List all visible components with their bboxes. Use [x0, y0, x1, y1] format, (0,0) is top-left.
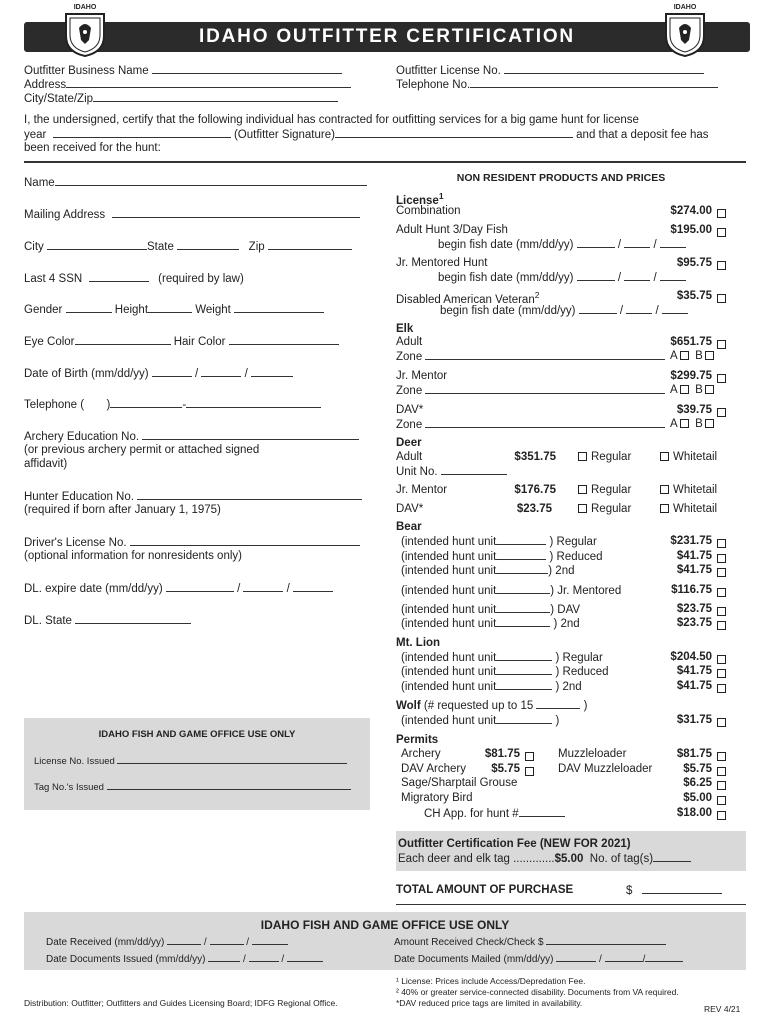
bear-jr-price: $116.75 — [671, 584, 712, 596]
elk-zone-options[interactable]: A B — [670, 350, 714, 362]
bear-dav-2nd-price: $23.75 — [676, 617, 712, 629]
permit-migratory-checkbox[interactable] — [717, 796, 726, 805]
elk-zone-field[interactable]: Zone — [396, 418, 665, 431]
products-title: NON RESIDENT PRODUCTS AND PRICES — [456, 172, 666, 184]
adult-fish-label: Adult Hunt 3/Day Fish — [396, 224, 508, 236]
bear-jr-field[interactable]: (intended hunt unit ) Jr. Mentored — [401, 585, 622, 597]
permit-dav-archery-label: DAV Archery — [401, 763, 466, 775]
deer-regular-option[interactable]: Regular — [578, 503, 631, 515]
hunter-education-field[interactable]: Hunter Education No. — [24, 490, 362, 503]
dl-expire-field[interactable]: DL. expire date (mm/dd/yy) / / — [24, 582, 333, 595]
disabled-vet-price: $35.75 — [676, 290, 712, 302]
combination-checkbox[interactable] — [717, 209, 726, 218]
lion-reduced-price: $41.75 — [676, 665, 712, 677]
combination-price: $274.00 — [670, 205, 712, 217]
lion-2nd-price: $41.75 — [676, 680, 712, 692]
elk-adult-label: Adult — [396, 336, 423, 348]
bear-dav-checkbox[interactable] — [717, 607, 726, 616]
permit-archery-price: $81.75 — [484, 748, 520, 760]
bear-regular-price: $231.75 — [670, 535, 712, 547]
permit-muzzle-label: Muzzleloader — [558, 748, 627, 760]
footnote-2: ² 40% or greater service-connected disability. Documents from VA required. — [396, 987, 679, 997]
telephone-field[interactable]: Telephone ( ) - — [24, 398, 321, 411]
deer-adult-label: Adult — [396, 451, 423, 463]
disabled-vet-label: Disabled American Veteran$^2$ — [396, 290, 540, 306]
dob-field[interactable]: Date of Birth (mm/dd/yy) / / — [24, 367, 293, 380]
permit-archery-checkbox[interactable] — [525, 752, 534, 761]
lion-2nd-checkbox[interactable] — [717, 684, 726, 693]
deer-jr-label: Jr. Mentor — [396, 484, 448, 496]
deer-regular-option[interactable]: Regular — [578, 451, 631, 463]
deer-unit-field[interactable]: Unit No. — [396, 465, 507, 478]
adult-fish-checkbox[interactable] — [717, 228, 726, 237]
lion-regular-field[interactable]: (intended hunt unit ) Regular — [401, 652, 603, 664]
begin-fish-date-field[interactable]: begin fish date (mm/dd/yy) / / — [438, 238, 686, 251]
gender-height-weight-row[interactable]: Gender Height Weight — [24, 303, 324, 316]
elk-dav-label: DAV* — [396, 404, 424, 416]
begin-fish-date-field[interactable]: begin fish date (mm/dd/yy) / / — [440, 304, 688, 317]
permit-dav-archery-checkbox[interactable] — [525, 767, 534, 776]
distribution-note: Distribution: Outfitter; Outfitters and Guides Licensing Board; IDFG Regional Office. — [24, 998, 338, 1008]
elk-jr-label: Jr. Mentor — [396, 370, 448, 382]
elk-dav-price: $39.75 — [676, 404, 712, 416]
jr-mentored-label: Jr. Mentored Hunt — [396, 257, 488, 269]
date-issued-field[interactable]: Date Documents Issued (mm/dd/yy) / / — [46, 952, 323, 965]
city-state-zip-field[interactable]: City/State/Zip — [24, 92, 338, 105]
permit-sage-label: Sage/Sharptail Grouse — [401, 777, 518, 789]
bear-2nd-checkbox[interactable] — [717, 568, 726, 577]
total-label: TOTAL AMOUNT OF PURCHASE — [396, 884, 574, 896]
wolf-checkbox[interactable] — [717, 718, 726, 727]
bottom-office-title: IDAHO FISH AND GAME OFFICE USE ONLY — [260, 918, 510, 932]
dl-note: (optional information for nonresidents only) — [24, 550, 242, 562]
footnote-3: *DAV reduced price tags are limited in availability. — [396, 998, 583, 1008]
permit-dav-archery-price: $5.75 — [491, 763, 520, 775]
bear-jr-checkbox[interactable] — [717, 588, 726, 597]
permit-ch-price: $18.00 — [676, 807, 712, 819]
deer-jr-price: $176.75 — [514, 484, 556, 496]
begin-fish-date-field[interactable]: begin fish date (mm/dd/yy) / / — [438, 271, 686, 284]
permit-muzzle-checkbox[interactable] — [717, 752, 726, 761]
elk-zone-field[interactable]: Zone — [396, 384, 665, 397]
elk-adult-checkbox[interactable] — [717, 340, 726, 349]
bear-reduced-price: $41.75 — [676, 550, 712, 562]
elk-jr-checkbox[interactable] — [717, 374, 726, 383]
bear-reduced-field[interactable]: (intended hunt unit ) Reduced — [401, 551, 603, 563]
hunter-note: (required if born after January 1, 1975) — [24, 504, 221, 516]
adult-fish-price: $195.00 — [670, 224, 712, 236]
elk-heading: Elk — [396, 323, 414, 335]
fee-tag-count-field[interactable]: Each deer and elk tag .............$5.00 No. of tag(s) — [398, 852, 691, 865]
bear-regular-field[interactable]: (intended hunt unit ) Regular — [401, 536, 597, 548]
jr-mentored-checkbox[interactable] — [717, 261, 726, 270]
divider — [396, 904, 746, 905]
certification-line3: been received for the hunt: — [24, 142, 161, 154]
lion-reduced-field[interactable]: (intended hunt unit ) Reduced — [401, 666, 609, 678]
idaho-seal-icon — [662, 6, 708, 58]
form-title: IDAHO OUTFITTER CERTIFICATION — [24, 22, 750, 52]
lion-regular-checkbox[interactable] — [717, 655, 726, 664]
mailing-address-field[interactable]: Mailing Address — [24, 208, 360, 221]
elk-jr-price: $299.75 — [670, 370, 712, 382]
bear-regular-checkbox[interactable] — [717, 539, 726, 548]
tag-issued-field[interactable]: Tag No.'s Issued — [34, 780, 351, 793]
deer-dav-label: DAV* — [396, 503, 424, 515]
permit-ch-checkbox[interactable] — [717, 811, 726, 820]
permit-migratory-label: Migratory Bird — [401, 792, 473, 804]
idaho-seal-icon — [62, 6, 108, 58]
elk-adult-price: $651.75 — [670, 336, 712, 348]
jr-mentored-price: $95.75 — [676, 257, 712, 269]
license-issued-field[interactable]: License No. Issued — [34, 754, 347, 767]
wolf-unit-field[interactable]: (intended hunt unit ) — [401, 715, 560, 727]
date-mailed-field[interactable]: Date Documents Mailed (mm/dd/yy) / / — [394, 952, 683, 965]
permit-sage-price: $6.25 — [683, 777, 712, 789]
date-received-field[interactable]: Date Received (mm/dd/yy) / / — [46, 935, 288, 948]
elk-zone-options[interactable]: A B — [670, 418, 714, 430]
bear-heading: Bear — [396, 521, 422, 533]
applicant-name-field[interactable]: Name — [24, 176, 367, 189]
seal-text: IDAHO — [73, 4, 97, 11]
permit-muzzle-price: $81.75 — [676, 748, 712, 760]
bear-dav-2nd-checkbox[interactable] — [717, 621, 726, 630]
license-no-field[interactable]: Outfitter License No. — [396, 64, 704, 77]
elk-zone-field[interactable]: Zone — [396, 350, 665, 363]
certification-text: I, the undersigned, certify that the following individual has contracted for outfitting services for a big game hunt for license — [24, 114, 639, 126]
bear-2nd-price: $41.75 — [676, 564, 712, 576]
office-box-title: IDAHO FISH AND GAME OFFICE USE ONLY — [98, 729, 296, 740]
footnote-1: ¹ License: Prices include Access/Depredation Fee. — [396, 976, 586, 986]
lion-heading: Mt. Lion — [396, 637, 441, 649]
bear-dav-field[interactable]: (intended hunt unit ) DAV — [401, 604, 581, 616]
fee-box-title: Outfitter Certification Fee (NEW FOR 2021) — [398, 838, 631, 850]
archery-note: (or previous archery permit or attached signed — [24, 444, 260, 456]
revision-label: REV 4/21 — [704, 1004, 741, 1014]
deer-whitetail-option[interactable]: Whitetail — [660, 484, 717, 496]
permit-migratory-price: $5.00 — [683, 792, 712, 804]
dl-state-field[interactable]: DL. State — [24, 614, 191, 627]
archery-education-field[interactable]: Archery Education No. — [24, 430, 359, 443]
combination-label: Combination — [396, 205, 461, 217]
deer-dav-price: $23.75 — [516, 503, 552, 515]
disabled-vet-checkbox[interactable] — [717, 294, 726, 303]
elk-zone-options[interactable]: A B — [670, 384, 714, 396]
lion-regular-price: $204.50 — [670, 651, 712, 663]
eye-hair-row[interactable]: Eye Color Hair Color — [24, 335, 339, 348]
total-amount-field[interactable]: $ — [626, 884, 722, 897]
business-name-field[interactable]: Outfitter Business Name — [24, 64, 342, 77]
wolf-price: $31.75 — [676, 714, 712, 726]
license-heading: License$^1$ — [396, 191, 444, 207]
permits-heading: Permits — [396, 734, 439, 746]
fee-box — [396, 831, 746, 871]
deer-adult-price: $351.75 — [514, 451, 556, 463]
permit-ch-field[interactable]: CH App. for hunt # — [424, 807, 565, 820]
wolf-request-field[interactable]: Wolf (# requested up to 15 ) — [396, 700, 588, 712]
permit-dav-muzzle-price: $5.75 — [683, 763, 712, 775]
bear-reduced-checkbox[interactable] — [717, 554, 726, 563]
deer-heading: Deer — [396, 437, 422, 449]
bear-dav-2nd-field[interactable]: (intended hunt unit ) 2nd — [401, 618, 580, 630]
permit-dav-muzzle-checkbox[interactable] — [717, 767, 726, 776]
permit-dav-muzzle-label: DAV Muzzleloader — [558, 763, 653, 775]
permit-archery-label: Archery — [401, 748, 441, 760]
amount-received-field[interactable]: Amount Received Check/Check $ — [394, 935, 666, 948]
telephone-no-field[interactable]: Telephone No. — [396, 78, 718, 91]
permit-sage-checkbox[interactable] — [717, 781, 726, 790]
lion-reduced-checkbox[interactable] — [717, 669, 726, 678]
lion-2nd-field[interactable]: (intended hunt unit ) 2nd — [401, 681, 582, 693]
archery-note: affidavit) — [24, 458, 68, 470]
elk-dav-checkbox[interactable] — [717, 408, 726, 417]
deer-whitetail-option[interactable]: Whitetail — [660, 503, 717, 515]
address-field[interactable]: Address — [24, 78, 351, 91]
divider — [24, 161, 746, 163]
deer-regular-option[interactable]: Regular — [578, 484, 631, 496]
deer-whitetail-option[interactable]: Whitetail — [660, 451, 717, 463]
bear-2nd-field[interactable]: (intended hunt unit ) 2nd — [401, 565, 575, 577]
seal-text: IDAHO — [673, 4, 697, 11]
certification-line2[interactable]: year (Outfitter Signature) and that a deposit fee has — [24, 129, 709, 141]
bear-dav-price: $23.75 — [676, 603, 712, 615]
drivers-license-field[interactable]: Driver's License No. — [24, 536, 360, 549]
city-state-zip-row[interactable]: City State Zip — [24, 240, 352, 253]
ssn-field[interactable]: Last 4 SSN (required by law) — [24, 273, 244, 285]
